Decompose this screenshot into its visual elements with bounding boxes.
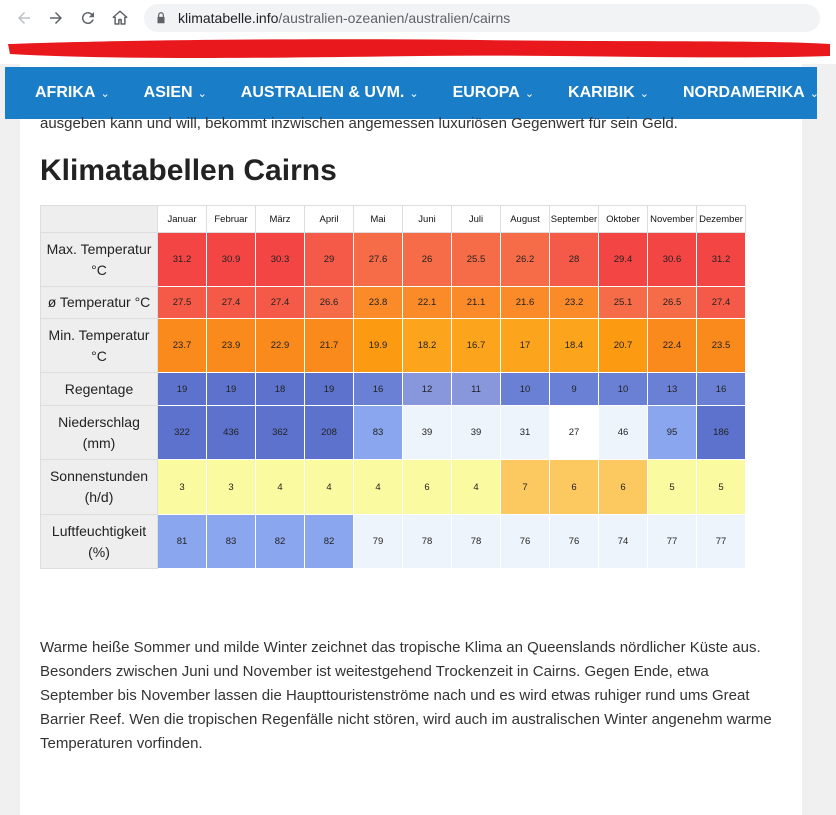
value-cell: 7: [501, 460, 550, 515]
value-cell: 95: [648, 406, 697, 460]
row-label: Regentage: [41, 373, 158, 406]
forward-arrow-icon: [47, 9, 65, 27]
table-row: [41, 287, 746, 319]
value-cell: 4: [354, 460, 403, 515]
value-cell: 27.4: [207, 287, 256, 319]
value-cell: 29: [305, 233, 354, 287]
value-cell: 4: [305, 460, 354, 515]
value-cell: 22.4: [648, 319, 697, 373]
value-cell: 19: [305, 373, 354, 406]
row-label: Sonnenstunden (h/d): [41, 460, 158, 515]
table-row: [41, 515, 746, 569]
value-cell: 78: [452, 515, 501, 569]
climate-table: [40, 205, 746, 569]
value-cell: 29.4: [599, 233, 648, 287]
value-cell: 362: [256, 406, 305, 460]
lock-icon: [154, 11, 168, 25]
nav-label: NORDAMERIKA: [682, 84, 805, 101]
month-header: Dezember: [697, 206, 746, 233]
value-cell: 23.9: [207, 319, 256, 373]
url-host: klimatabelle.info: [178, 10, 279, 26]
value-cell: 28: [550, 233, 599, 287]
value-cell: 20.7: [599, 319, 648, 373]
nav-item-australien[interactable]: [241, 84, 419, 102]
value-cell: 10: [599, 373, 648, 406]
nav-label: KARIBIK: [568, 84, 635, 101]
value-cell: 83: [354, 406, 403, 460]
value-cell: 13: [648, 373, 697, 406]
value-cell: 25.1: [599, 287, 648, 319]
nav-item-afrika[interactable]: [35, 84, 110, 102]
value-cell: 27.4: [697, 287, 746, 319]
value-cell: 30.6: [648, 233, 697, 287]
value-cell: 6: [550, 460, 599, 515]
value-cell: 208: [305, 406, 354, 460]
value-cell: 3: [207, 460, 256, 515]
value-cell: 81: [158, 515, 207, 569]
row-label: Max. Temperatur °C: [41, 233, 158, 287]
value-cell: 46: [599, 406, 648, 460]
value-cell: 6: [403, 460, 452, 515]
value-cell: 19: [207, 373, 256, 406]
value-cell: 25.5: [452, 233, 501, 287]
value-cell: 436: [207, 406, 256, 460]
value-cell: 21.7: [305, 319, 354, 373]
month-header: November: [648, 206, 697, 233]
row-label: Niederschlag (mm): [41, 406, 158, 460]
redaction-scribble: [0, 30, 836, 64]
value-cell: 22.1: [403, 287, 452, 319]
value-cell: 77: [648, 515, 697, 569]
nav-item-asien[interactable]: [144, 84, 207, 102]
back-arrow-icon: [15, 9, 33, 27]
month-header: Oktober: [599, 206, 648, 233]
value-cell: 19.9: [354, 319, 403, 373]
value-cell: 4: [452, 460, 501, 515]
value-cell: 77: [697, 515, 746, 569]
value-cell: 74: [599, 515, 648, 569]
value-cell: 12: [403, 373, 452, 406]
value-cell: 39: [452, 406, 501, 460]
value-cell: 17: [501, 319, 550, 373]
value-cell: 19: [158, 373, 207, 406]
value-cell: 26.2: [501, 233, 550, 287]
value-cell: 27.6: [354, 233, 403, 287]
value-cell: 26.6: [305, 287, 354, 319]
month-header: August: [501, 206, 550, 233]
month-header: April: [305, 206, 354, 233]
chevron-down-icon: ⌄: [809, 87, 819, 100]
value-cell: 3: [158, 460, 207, 515]
chevron-down-icon: ⌄: [100, 87, 110, 100]
description-paragraph: Warme heiße Sommer und milde Winter zeichnet das tropische Klima an Queenslands nördlicher Küste aus. Besonders zwischen Juni und November ist weitestgehend Trockenzeit in Cairns. Gegen Ende, etwa September bis November lassen die Haupttouristenströme nach und es wird etwas ruhiger rund ums Great Barrier Reef. Wen die tropischen Regenfälle nicht stören, wird auch im australischen Winter angenehm warme Temperaturen vorfinden.: [40, 639, 772, 752]
month-header: Mai: [354, 206, 403, 233]
value-cell: 76: [550, 515, 599, 569]
reload-icon: [79, 9, 97, 27]
month-header: Januar: [158, 206, 207, 233]
row-label: Luftfeuchtigkeit (%): [41, 515, 158, 569]
value-cell: 10: [501, 373, 550, 406]
month-header: März: [256, 206, 305, 233]
nav-label: EUROPA: [452, 84, 520, 101]
value-cell: 5: [648, 460, 697, 515]
value-cell: 31: [501, 406, 550, 460]
chevron-down-icon: ⌄: [409, 87, 419, 100]
value-cell: 6: [599, 460, 648, 515]
nav-item-nordamerika[interactable]: [683, 84, 819, 102]
value-cell: 82: [256, 515, 305, 569]
value-cell: 27: [550, 406, 599, 460]
table-row: [41, 233, 746, 287]
chevron-down-icon: ⌄: [639, 87, 649, 100]
nav-item-karibik[interactable]: [568, 84, 649, 102]
main-navigation: [5, 67, 817, 119]
value-cell: 23.2: [550, 287, 599, 319]
home-icon: [111, 9, 129, 27]
chevron-down-icon: ⌄: [197, 87, 207, 100]
row-label: ø Temperatur °C: [41, 287, 158, 319]
value-cell: 31.2: [697, 233, 746, 287]
month-header: Juli: [452, 206, 501, 233]
value-cell: 11: [452, 373, 501, 406]
address-bar[interactable]: [144, 4, 820, 32]
chevron-down-icon: ⌄: [524, 87, 535, 100]
nav-label: ASIEN: [143, 84, 193, 101]
value-cell: 79: [354, 515, 403, 569]
intro-text-cut: ausgeben kann und will, bekommt inzwischen angemessen luxuriösen Gegenwert für sein Geld.: [40, 115, 678, 132]
table-corner-cell: [41, 206, 158, 233]
value-cell: 30.3: [256, 233, 305, 287]
value-cell: 16: [354, 373, 403, 406]
value-cell: 39: [403, 406, 452, 460]
value-cell: 26: [403, 233, 452, 287]
nav-label: AUSTRALIEN & UVM.: [240, 84, 405, 101]
value-cell: 9: [550, 373, 599, 406]
table-header-row: [41, 206, 746, 233]
value-cell: 27.4: [256, 287, 305, 319]
month-header: Juni: [403, 206, 452, 233]
month-header: Februar: [207, 206, 256, 233]
table-row: [41, 460, 746, 515]
value-cell: 82: [305, 515, 354, 569]
nav-item-europa[interactable]: [453, 84, 534, 102]
table-row: [41, 319, 746, 373]
value-cell: 4: [256, 460, 305, 515]
value-cell: 76: [501, 515, 550, 569]
url-path: /australien-ozeanien/australien/cairns: [278, 10, 511, 26]
value-cell: 16: [697, 373, 746, 406]
value-cell: 21.6: [501, 287, 550, 319]
value-cell: 23.7: [158, 319, 207, 373]
table-row: [41, 406, 746, 460]
value-cell: 18.4: [550, 319, 599, 373]
value-cell: 5: [697, 460, 746, 515]
value-cell: 23.8: [354, 287, 403, 319]
value-cell: 83: [207, 515, 256, 569]
value-cell: 186: [697, 406, 746, 460]
row-label: Min. Temperatur °C: [41, 319, 158, 373]
value-cell: 16.7: [452, 319, 501, 373]
value-cell: 26.5: [648, 287, 697, 319]
value-cell: 78: [403, 515, 452, 569]
value-cell: 22.9: [256, 319, 305, 373]
value-cell: 18: [256, 373, 305, 406]
value-cell: 23.5: [697, 319, 746, 373]
value-cell: 322: [158, 406, 207, 460]
table-row: [41, 373, 746, 406]
nav-label: AFRIKA: [35, 84, 96, 101]
value-cell: 31.2: [158, 233, 207, 287]
month-header: September: [550, 206, 599, 233]
page-title: Klimatabellen Cairns: [40, 154, 337, 187]
value-cell: 27.5: [158, 287, 207, 319]
value-cell: 18.2: [403, 319, 452, 373]
value-cell: 21.1: [452, 287, 501, 319]
value-cell: 30.9: [207, 233, 256, 287]
